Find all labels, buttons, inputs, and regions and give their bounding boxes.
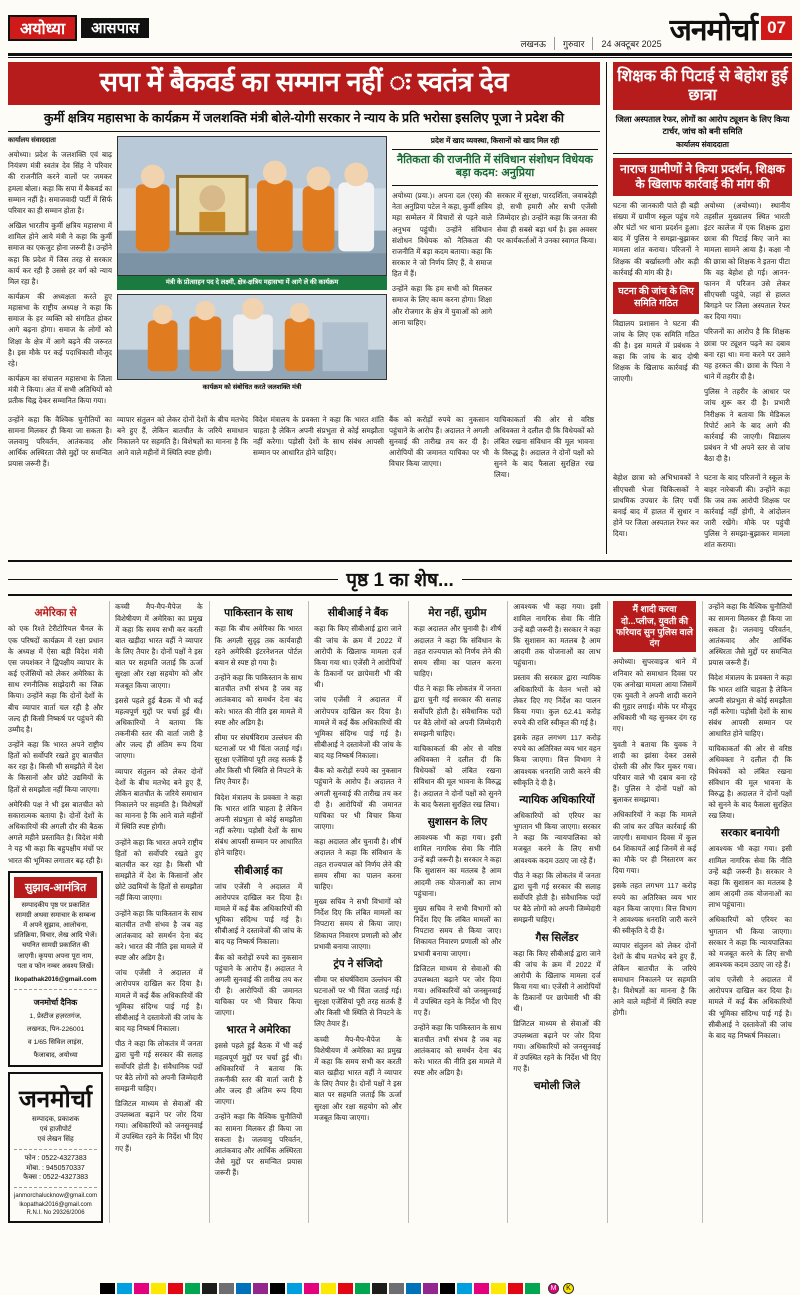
cont-para: व्यापार संतुलन को लेकर दोनों देशों के बीच मतभेद बने हुए हैं, लेकिन बातचीत के जरिये समाधान निकालने पर सहमति है। विशेषज्ञों का मानना है कि आने वाले महीनों में स्थिति स्पष्ट होगी। [612, 941, 697, 1018]
cont-para: कहा अदालत और चुनावी है। शीर्ष अदालत ने कहा कि संविधान के तहत राज्यपाल को निर्णय लेने की समय सीमा का पालन करना चाहिए। [314, 837, 402, 891]
lead-subhead: कुर्मी क्षत्रिय महासभा के कार्यक्रम में जलशक्ति मंत्री बोले-योगी सरकार ने न्याय के प्रति भरोसा इसलिए पूजा ने प्रदेश की [8, 105, 600, 132]
swatch [406, 1283, 421, 1294]
cont-para: कहा कि बीच अमेरिका कि भारत कि अगली सुदृढ़ तक कार्यवाही रहने अमेरिकी इंटरनेशनल पोर्टल बयान से स्पष्ट हो गया है। [214, 624, 303, 667]
cont-para: उन्होंने कहा कि पाकिस्तान के साथ बातचीत तभी संभव है जब वह आतंकवाद को समर्थन देना बंद करे। भारत की नीति इस मामले में स्पष्ट और अडिग है। [413, 1023, 502, 1078]
continuation-grid [8, 601, 792, 1223]
lead-photo [117, 136, 387, 276]
imprint-box [8, 1072, 103, 1223]
cont-para: जांच एजेंसी ने अदालत में आरोपपत्र दाखिल कर दिया है। मामले में कई बैंक अधिकारियों की भूमिका संदिग्ध पाई गई है। सीबीआई ने दस्तावेजों की जांच के बाद यह निष्कर्ष निकाला। [115, 968, 203, 1034]
cont-para: मुख्य सचिव ने सभी विभागों को निर्देश दिए कि लंबित मामलों का निपटारा समय से किया जाए। शिकायत निवारण प्रणाली को और प्रभावी बनाया जाएगा। [413, 903, 502, 958]
page-number-badge: 07 [761, 16, 792, 40]
swatch [321, 1283, 336, 1294]
edition-tag-ayodhya: अयोध्या [8, 15, 77, 41]
continuation-header [8, 562, 792, 594]
swatch [355, 1283, 370, 1294]
color-swatches [100, 1283, 540, 1294]
swatch [491, 1283, 506, 1294]
lead-para: अयोध्या। प्रदेश के जलशक्ति एवं बाढ़ नियंत्रण मंत्री स्वतंत्र देव सिंह ने परिवार की राजनीति करने वालों पर जमकर हमला बोला। कहा कि सपा में बैकवर्ड का सम्मान नहीं है। समाजवादी पार्टी में सिर्फ परिवार का ही सम्मान होता है। [8, 150, 112, 215]
cont-para: डिजिटल माध्यम से सेवाओं की उपलब्धता बढ़ाने पर जोर दिया गया। अधिकारियों को जनसुनवाई में उपस्थित रहने के निर्देश भी दिए गए हैं। [413, 963, 502, 1018]
right-col-d [704, 472, 790, 554]
right-col-c [613, 472, 699, 554]
cont-para: कहा कि किए सीबीआई द्वारा जाने की जांच के क्रम में 2022 में आरोपी के खिलाफ मामला दर्ज किया गया था। एजेंसी ने आरोपियों के ठिकानों पर छापेमारी भी की थी। [513, 948, 601, 1014]
lead-extra-para: उन्होंने कहा कि वैश्विक चुनौतियों का सामना मिलकर ही किया जा सकता है। जलवायु परिवर्तन, आतंकवाद और आर्थिक अस्थिरता जैसे मुद्दों पर समन्वित प्रयास जरूरी हैं। [8, 414, 112, 469]
cont-para: प्रस्ताव की सरकार द्वारा न्यायिक अधिकारियों के वेतन भत्तों को लेकर दिए गए निर्देश का पालन किया गया। कुल 62.41 करोड़ रुपये की राशि स्वीकृत की गई है। [513, 673, 601, 727]
right-para: विद्यालय प्रशासन ने घटना की जांच के लिए एक समिति गठित की है। इस मामले में प्रबंधक ने कहा कि जांच के बाद दोषी शिक्षक के खिलाफ कार्रवाई की जाएगी। [613, 318, 699, 384]
cont-para: सीमा पर संघर्षविराम उल्लंघन की घटनाओं पर भी चिंता जताई गई। सुरक्षा एजेंसियां पूरी तरह सतर्क हैं और किसी भी स्थिति से निपटने के लिए तैयार हैं। [314, 974, 402, 1029]
cont-para: उन्होंने कहा कि भारत अपने राष्ट्रीय हितों को सर्वोपरि रखते हुए बातचीत कर रहा है। किसी भी समझौते में देश के किसानों और छोटे उद्यमियों के हितों से समझौता नहीं किया जाएगा। [8, 740, 104, 794]
registration-marks [548, 1283, 574, 1294]
cont-para: पीठ ने कहा कि लोकतंत्र में जनता द्वारा चुनी गई सरकार की सलाह सर्वोपरि होती है। संवैधानिक पदों पर बैठे लोगों को अपनी जिम्मेदारी समझनी चाहिए। [413, 684, 502, 738]
section-head-cbi-bank-2: सीबीआई का [234, 864, 283, 877]
cont-para: डिजिटल माध्यम से सेवाओं की उपलब्धता बढ़ाने पर जोर दिया गया। अधिकारियों को जनसुनवाई में उपस्थित रहने के निर्देश भी दिए गए हैं। [513, 1019, 601, 1074]
cont-para: विदेश मंत्रालय के प्रवक्ता ने कहा कि भारत शांति चाहता है लेकिन अपनी संप्रभुता से कोई समझौता नहीं करेगा। पड़ोसी देशों के साथ संबंध आपसी सम्मान पर आधारित होने चाहिए। [708, 673, 792, 739]
section-head-judicial: न्यायिक अधिकारियों [519, 793, 595, 806]
right-headline: शिक्षक की पिटाई से बेहोश हुई छात्रा [613, 62, 792, 110]
cont-para: व्यापार संतुलन को लेकर दोनों देशों के बीच मतभेद बने हुए हैं, लेकिन बातचीत के जरिये समाधान निकालने पर सहमति है। विशेषज्ञों का मानना है कि आने वाले महीनों में स्थिति स्पष्ट होगी। [115, 766, 203, 832]
suggestion-ad-title: सुझाव-आमंत्रित [14, 877, 97, 898]
imprint-contact: मोबा. : 9450570337 [26, 1164, 85, 1172]
right-col-a [613, 200, 699, 469]
lead-headline: सपा में बैकवर्ड का सम्मान नहीं ः स्वतंत्र देव [8, 62, 600, 105]
right-byline: कार्यालय संवाददाता [613, 140, 792, 154]
meta-date: 24 अक्टूबर 2025 [592, 37, 661, 50]
suggestion-ad-email[interactable]: lkopathak2016@gmail.com [14, 976, 97, 984]
swatch [151, 1283, 166, 1294]
swatch [219, 1283, 234, 1294]
section-head-trump: ट्रंप ने संजिदो [333, 957, 383, 970]
swatch [508, 1283, 523, 1294]
swatch [168, 1283, 183, 1294]
lead-para: कार्यक्रम की अध्यक्षता करते हुए महासभा के राष्ट्रीय अध्यक्ष ने कहा कि समाज के हर व्यक्ति को संगठित होकर आगे बढ़ना होगा। समाज के लोगों को शिक्षा के क्षेत्र में आगे बढ़ने की जरूरत है। इस मौके पर कई पदाधिकारी मौजूद रहे। [8, 291, 112, 368]
right-para: बेहोश छात्रा को अभिभावकों ने सीएचसी भेजा चिकित्सकों ने प्राथमिक उपचार के लिए पर्ची बनाई बाद में हालत में सुधार न होने पर जिला अस्पताल रेफर कर दिया। [613, 473, 699, 539]
swatch [287, 1283, 302, 1294]
lead-photo-2-caption: कार्यक्रम को संबोधित करते जलशक्ति मंत्री [202, 384, 302, 392]
office-line: 1, प्रेस्टीज हज़रतगंज, [29, 1012, 82, 1020]
lead-col-1 [8, 136, 112, 411]
imprint-logo: जनमोर्चा [18, 1086, 93, 1114]
cont-col-1 [8, 601, 103, 1223]
cont-para: बैंक को करोड़ों रुपये का नुकसान पहुंचाने के आरोप हैं। अदालत ने अगली सुनवाई की तारीख तय कर दी है। आरोपियों की जमानत याचिका पर भी विचार किया जाएगा। [214, 952, 303, 1018]
section-head-supreme: मेरा नहीं, सुप्रीम [428, 607, 487, 620]
right-col-b [704, 200, 790, 469]
cont-para: आवश्यक भी कहा गया। इसी शामिल नागरिक सेवा कि नीति उन्हें बड़ी जरूरी है। सरकार ने कहा कि सुशासन का मतलब है आम आदमी तक योजनाओं का लाभ पहुंचाना। [708, 844, 792, 910]
masthead-meta [149, 6, 670, 50]
cont-para: उन्होंने कहा कि वैश्विक चुनौतियों का सामना मिलकर ही किया जा सकता है। जलवायु परिवर्तन, आतंकवाद और आर्थिक अस्थिरता जैसे मुद्दों पर समन्वित प्रयास जरूरी हैं। [708, 602, 792, 668]
continuation-title: पृष्ठ 1 का शेष... [346, 570, 454, 592]
lead-body [8, 136, 600, 411]
right-para: परिजनों का आरोप है कि शिक्षक छात्रा पर ट्यूशन पढ़ने का दबाव बना रहा था। मना करने पर उसने यह हरकत की। छात्रा के पिता ने थाने में तहरीर दी है। [704, 327, 790, 382]
cont-para: कहा अदालत और चुनावी है। शीर्ष अदालत ने कहा कि संविधान के तहत राज्यपाल को निर्णय लेने की समय सीमा का पालन करना चाहिए। [413, 624, 502, 679]
cont-col-3 [209, 601, 303, 1223]
cont-para: जांच एजेंसी ने अदालत में आरोपपत्र दाखिल कर दिया है। मामले में कई बैंक अधिकारियों की भूमिका संदिग्ध पाई गई है। सीबीआई ने दस्तावेजों की जांच के बाद यह निष्कर्ष निकाला। [314, 695, 402, 761]
cont-para: सीमा पर संघर्षविराम उल्लंघन की घटनाओं पर भी चिंता जताई गई। सुरक्षा एजेंसियां पूरी तरह सतर्क हैं और किसी भी स्थिति से निपटने के लिए तैयार हैं। [214, 732, 303, 787]
registration-mark-k: K [563, 1283, 574, 1294]
lead-extra-para: व्यापार संतुलन को लेकर दोनों देशों के बीच मतभेद बने हुए हैं, लेकिन बातचीत के जरिये समाधान निकालने पर सहमति है। विशेषज्ञों का मानना है कि आने वाले महीनों में स्थिति स्पष्ट होगी। [117, 414, 248, 457]
cont-para: बैंक को करोड़ों रुपये का नुकसान पहुंचाने के आरोप हैं। अदालत ने अगली सुनवाई की तारीख तय कर दी है। आरोपियों की जमानत याचिका पर भी विचार किया जाएगा। [314, 766, 402, 832]
swatch [474, 1283, 489, 1294]
edition-tag-aaspaas: आसपास [81, 18, 149, 38]
cont-para: जांच एजेंसी ने अदालत में आरोपपत्र दाखिल कर दिया है। मामले में कई बैंक अधिकारियों की भूमिका संदिग्ध पाई गई है। सीबीआई ने दस्तावेजों की जांच के बाद यह निष्कर्ष निकाला। [214, 881, 303, 947]
lead-photo-caption-top: प्रदेश में खाद व्यवस्था, किसानों को खाद मिल रही [392, 136, 598, 150]
cont-para: अमेरिकी पक्ष ने भी इस बातचीत को सकारात्मक बताया है। दोनों देशों के अधिकारियों की अगली दौर की बैठक अगले महीने प्रस्तावित है। विदेश मंत्री ने यह भी कहा कि बहुपक्षीय मंचों पर भारत की भूमिका लगातार बढ़ रही है। [8, 799, 104, 865]
cont-para: पीठ ने कहा कि लोकतंत्र में जनता द्वारा चुनी गई सरकार की सलाह सर्वोपरि होती है। संवैधानिक पदों पर बैठे लोगों को अपनी जिम्मेदारी समझनी चाहिए। [115, 1039, 203, 1093]
suggestion-ad-text: सम्पादकीय पृष्ठ पर प्रकाशित सामग्री अथवा समाचार के सम्बन्ध में अपने सुझाव, आलोचना, प्रतिक्रिया, विचार, लेख आदि भेजें। चयनित सामग्री प्रकाशित की जाएगी। कृपया अपना पूरा नाम, पता व फोन नम्बर अवश्य लिखें। [14, 901, 97, 970]
masthead [8, 6, 792, 50]
section-head-bharat-america: भारत ने अमेरिका [226, 1024, 291, 1037]
section-head-gas-cylinder: गैस सिलेंडर [535, 931, 579, 944]
cont-para: उन्होंने कहा कि भारत अपने राष्ट्रीय हितों को सर्वोपरि रखते हुए बातचीत कर रहा है। किसी भी समझौते में देश के किसानों और छोटे उद्यमियों के हितों से समझौता नहीं किया जाएगा। [115, 837, 203, 903]
cont-para: मुख्य सचिव ने सभी विभागों को निर्देश दिए कि लंबित मामलों का निपटारा समय से किया जाए। शिकायत निवारण प्रणाली को और प्रभावी बनाया जाएगा। [314, 897, 402, 951]
swatch [202, 1283, 217, 1294]
section-head-cbi-bank: सीबीआई ने बैंक [327, 607, 388, 620]
cont-para: कच्ची मैप-मैप-मैपेज के विशेषीयण में अमेरिका का प्रमुख में कहा कि समय सभी कर करती बात खड़ीदा भारत वहीं ने व्यापार के लिए तैयार है। दोनों पक्षों ने इस बात पर सहमति जताई कि ऊर्जा सुरक्षा और रक्षा सहयोग को और मजबूत किया जाएगा। [115, 602, 203, 690]
lead-photo-2-image [118, 295, 386, 379]
swatch [338, 1283, 353, 1294]
imprint-sub: एवं हाजीपोर्ट [39, 1126, 72, 1134]
cont-para: उन्होंने कहा कि पाकिस्तान के साथ बातचीत तभी संभव है जब वह आतंकवाद को समर्थन देना बंद करे। भारत की नीति इस मामले में स्पष्ट और अडिग है। [115, 908, 203, 963]
swatch [423, 1283, 438, 1294]
cont-para: इससे पहले हुई बैठक में भी कई महत्वपूर्ण मुद्दों पर चर्चा हुई थी। अधिकारियों ने बताया कि तकनीकी स्तर की वार्ता जारी है और जल्द ही अंतिम रूप दिया जाएगा। [214, 1041, 303, 1107]
lead-story [8, 62, 600, 554]
cont-para: युवती ने बताया कि युवक ने शादी का झांसा देकर उससे दोस्ती की और फिर मुकर गया। परिवार वाले भी दबाव बना रहे हैं। पुलिस ने दोनों पक्षों को बुलाकर समझाया। [612, 739, 697, 805]
lead-extra-para: याचिकाकर्ता की ओर से वरिष्ठ अधिवक्ता ने दलील दी कि विधेयकों को लंबित रखना संविधान की मूल भावना के विरुद्ध है। अदालत ने दोनों पक्षों को सुनने के बाद फैसला सुरक्षित रख लिया। [494, 414, 594, 480]
cont-para: आवश्यक भी कहा गया। इसी शामिल नागरिक सेवा कि नीति उन्हें बड़ी जरूरी है। सरकार ने कहा कि सुशासन का मतलब है आम आदमी तक योजनाओं का लाभ पहुंचाना। [513, 602, 601, 668]
lead-para: अखिल भारतीय कुर्मी क्षत्रिय महासभा में शामिल होने आये मंत्री ने कहा कि कुर्मी समाज का एकजुट होना जरूरी है। उन्होंने कहा कि प्रदेश में जिस तरह से सरकार कार्य कर रही है उससे हर वर्ग को न्याय मिल रहा है। [8, 221, 112, 286]
masthead-tags [8, 6, 149, 50]
section-head-pakistan: पाकिस्तान के साथ [224, 607, 293, 620]
section-head-america: अमेरिका से [34, 607, 77, 620]
lead-extra-columns [8, 414, 600, 485]
cont-para: इसके तहत लगभग 117 करोड़ रुपये का अतिरिक्त व्यय भार वहन किया जाएगा। वित्त विभाग ने आवश्यक धनराशि जारी करने की स्वीकृति दे दी है। [612, 881, 697, 936]
office-line: व 1/65 सिविल लाइंस, [27, 1039, 84, 1047]
office-line: फैजाबाद, अयोध्या [33, 1052, 78, 1060]
right-para: घटना के बाद परिजनों ने स्कूल के बाहर नारेबाजी की। उन्होंने कहा कि जब तक आरोपी शिक्षक पर कार्रवाई नहीं होगी, वे आंदोलन जारी रखेंगे। मौके पर पहुंची पुलिस ने समझा-बुझाकर मामला शांत कराया। [704, 473, 790, 550]
cont-para: अयोध्या। सुपरवाइज थाने में शनिवार को समाधान दिवस पर एक अनोखा मामला आया जिसमें एक युवती ने अपनी शादी कराने की गुहार लगाई। मौके पर मौजूद अधिकारी भी यह सुनकर दंग रह गए। [612, 657, 697, 734]
lead-extra-para: बैंक को करोड़ों रुपये का नुकसान पहुंचाने के आरोप हैं। अदालत ने अगली सुनवाई की तारीख तय कर दी है। आरोपियों की जमानत याचिका पर भी विचार किया जाएगा। [389, 414, 489, 469]
suggestion-ad-box [8, 871, 103, 1068]
cont-para: अधिकारियों को एरियर का भुगतान भी किया जाएगा। सरकार ने कहा कि न्यायपालिका को मजबूत करने के लिए सभी आवश्यक कदम उठाए जा रहे हैं। [513, 810, 601, 865]
registration-mark-m: M [548, 1283, 559, 1294]
right-story [606, 62, 792, 554]
swatch [304, 1283, 319, 1294]
cont-col-8 [702, 601, 792, 1223]
divider [392, 185, 598, 186]
cont-para: अधिकारियों को एरियर का भुगतान भी किया जाएगा। सरकार ने कहा कि न्यायपालिका को मजबूत करने के लिए सभी आवश्यक कदम उठाए जा रहे हैं। [708, 915, 792, 969]
lead-byline: कार्यालय संवाददाता [8, 136, 56, 144]
anupriya-para: उन्होंने कहा कि हम सभी को मिलकर समाज के लिए काम करना होगा। शिक्षा और रोजगार के क्षेत्र में युवाओं को आगे आना चाहिए। [392, 284, 492, 327]
swatch [389, 1283, 404, 1294]
cont-para: इसके तहत लगभग 117 करोड़ रुपये का अतिरिक्त व्यय भार वहन किया जाएगा। वित्त विभाग ने आवश्यक धनराशि जारी करने की स्वीकृति दे दी है। [513, 733, 601, 787]
meta-city: लखनऊ [520, 39, 546, 49]
cont-col-6 [507, 601, 601, 1223]
imprint-rni: R.N.I. No 29326/2006 [26, 1209, 85, 1216]
continuation-divider [8, 594, 792, 596]
cont-para: अधिकारियों ने कहा कि मामले की जांच कर उचित कार्रवाई की जाएगी। समाधान दिवस में कुल 64 शिकायतें आईं जिनमें से कई का मौके पर ही निस्तारण कर दिया गया। [612, 810, 697, 876]
brand-name: जनमोर्चा [669, 13, 758, 47]
cont-para: उन्होंने कहा कि वैश्विक चुनौतियों का सामना मिलकर ही किया जा सकता है। जलवायु परिवर्तन, आतंकवाद और आर्थिक अस्थिरता जैसे मुद्दों पर समन्वित प्रयास जरूरी हैं। [214, 1112, 303, 1178]
section-head-chamoli: चमोली जिले [533, 1080, 580, 1093]
cont-para: को एक रिश्ते टेरीटोरियल चैनल के एक परिषदों कार्यक्रम में रक्षा प्रधान के अध्यक्ष में ऐसा बड़ी विदेश मंत्री एस जयशंकर ने द्विपक्षीय व्यापार के कई एजेंसियों को लेकर अमेरिका के साथ रणनीतिक साझेदारी का जिक्र किया। उन्होंने कहा कि दोनों देशों के बीच व्यापार वार्ता चल रही है और जल्द ही किसी निष्कर्ष पर पहुंचने की उम्मीद है। [8, 624, 104, 734]
anupriya-box-head: नैतिकता की राजनीति में संविधान संशोधन विधेयक बड़ा कदम: अनुप्रिया [397, 153, 593, 180]
office-line: लखनऊ, पिन-226001 [26, 1025, 85, 1033]
lead-para: कार्यक्रम का संचालन महासभा के जिला मंत्री ने किया। अंत में सभी अतिथियों को प्रतीक चिह्न देकर सम्मानित किया गया। [8, 374, 112, 406]
cont-para: कहा कि किए सीबीआई द्वारा जाने की जांच के क्रम में 2022 में आरोपी के खिलाफ मामला दर्ज किया गया था। एजेंसी ने आरोपियों के ठिकानों पर छापेमारी भी की थी। [314, 624, 402, 690]
section-head-sarkar: सरकार बनायेगी [720, 827, 780, 840]
cont-col-7 [607, 601, 697, 1223]
swatch [525, 1283, 540, 1294]
anupriya-para: अयोध्या (प्रया.)। अपना दल (एस) की नेता अनुप्रिया पटेल ने कहा, कुर्मी क्षत्रिय महा सम्मेलन में विचारों से पड़ने वाले अनुभव पहुंची। उन्होंने संविधान संशोधन विधेयक को नैतिकता की राजनीति में बड़ा कदम बताया। कहा कि सरकार ने जो निर्णय लिए हैं, वे समाज हित में हैं। [392, 191, 492, 279]
cont-para: याचिकाकर्ता की ओर से वरिष्ठ अधिवक्ता ने दलील दी कि विधेयकों को लंबित रखना संविधान की मूल भावना के विरुद्ध है। अदालत ने दोनों पक्षों को सुनने के बाद फैसला सुरक्षित रख लिया। [708, 744, 792, 821]
cont-col-5 [408, 601, 502, 1223]
swatch [372, 1283, 387, 1294]
cont-para: इससे पहले हुई बैठक में भी कई महत्वपूर्ण मुद्दों पर चर्चा हुई थी। अधिकारियों ने बताया कि तकनीकी स्तर की वार्ता जारी है और जल्द ही अंतिम रूप दिया जाएगा। [115, 695, 203, 761]
cont-para: पीठ ने कहा कि लोकतंत्र में जनता द्वारा चुनी गई सरकार की सलाह सर्वोपरि होती है। संवैधानिक पदों पर बैठे लोगों को अपनी जिम्मेदारी समझनी चाहिए। [513, 870, 601, 925]
anupriya-para: सरकार में सुरक्षा, पारदर्शिता, जवाबदेही हो, सभी हमारी और सभी एजेंसी जिम्मेदार हो। उन्होंने कहा कि जनता की सेवा ही सबसे बड़ा धर्म है। इस अवसर पर कार्यकर्ताओं ने उनका स्वागत किया। [497, 191, 597, 245]
swatch [236, 1283, 251, 1294]
swatch [100, 1283, 115, 1294]
imprint-sub: सम्पादक, प्रकाशक [32, 1116, 80, 1124]
right-band-2: घटना की जांच के लिए समिति गठित [613, 282, 699, 314]
cont-para: आवश्यक भी कहा गया। इसी शामिल नागरिक सेवा कि नीति उन्हें बड़ी जरूरी है। सरकार ने कहा कि सुशासन का मतलब है आम आदमी तक योजनाओं का लाभ पहुंचाना। [413, 832, 502, 898]
office-title: जनमोर्चा दैनिक [33, 997, 78, 1007]
imprint-email[interactable]: janmorchalucknow@gmail.com [14, 1193, 98, 1200]
imprint-contact: फोन : 0522-4327383 [24, 1154, 87, 1162]
cont-col-4 [308, 601, 402, 1223]
right-para: घटना की जानकारी पाते ही बड़ी संख्या में ग्रामीण स्कूल पहुंच गये और घंटों भर थाना प्रदर्शन हुआ। बाद में पुलिस ने समझा-बुझाकर मामला शांत कराया। परिजनों ने शिक्षक की बर्खास्तगी और कड़ी कार्रवाई की मांग की है। [613, 200, 699, 277]
swatch [457, 1283, 472, 1294]
lead-side-block [392, 136, 598, 411]
swatch [440, 1283, 455, 1294]
cont-para: डिजिटल माध्यम से सेवाओं की उपलब्धता बढ़ाने पर जोर दिया गया। अधिकारियों को जनसुनवाई में उपस्थित रहने के निर्देश भी दिए गए हैं। [115, 1099, 203, 1153]
lead-photo-2-block [117, 294, 387, 393]
right-para: पुलिस ने तहरीर के आधार पर जांच शुरू कर दी है। प्रभारी निरीक्षक ने बताया कि मेडिकल रिपोर्ट आने के बाद आगे की कार्रवाई की जाएगी। विद्यालय प्रबंधन ने भी अपने स्तर से जांच बैठा दी है। [704, 387, 790, 464]
swatch [117, 1283, 132, 1294]
lead-photo-block [117, 136, 387, 411]
right-para: अयोध्या (अयोध्या)। स्थानीय तहसील मुख्यालय स्थित भारती इंटर कालेज में एक शिक्षक द्वारा छात्रा की पिटाई किए जाने का मामला सामने आया है। कक्षा नौ की छात्रा को शिक्षक ने इतना पीटा कि वह बेहोश हो गई। आनन-फानन में परिजन उसे लेकर सीएचसी पहुंचे, जहां से हालत बिगड़ने पर जिला अस्पताल रेफर कर दिया गया। [704, 200, 790, 322]
right-subhead: जिला अस्पताल रेफर, लोगों का आरोप ट्यूशन के लिए किया टार्चर, जांच को बनी समिति [615, 114, 790, 136]
brand-logo [670, 6, 792, 50]
swatch [253, 1283, 268, 1294]
meta-day: गुरुवार [554, 37, 584, 50]
cont-para: कच्ची मैप-मैप-मैपेज के विशेषीयण में अमेरिका का प्रमुख में कहा कि समय सभी कर करती बात खड़ीदा भारत वहीं ने व्यापार के लिए तैयार है। दोनों पक्षों ने इस बात पर सहमति जताई कि ऊर्जा सुरक्षा और रक्षा सहयोग को और मजबूत किया जाएगा। [314, 1034, 402, 1122]
lead-photo-image [118, 137, 386, 275]
color-registration-bar [0, 1281, 800, 1295]
swatch [270, 1283, 285, 1294]
lead-photo-2 [117, 294, 387, 380]
imprint-email[interactable]: lkopathak2016@gmail.com [19, 1201, 92, 1208]
cont-col-2 [109, 601, 203, 1223]
lead-photo-caption-green: मंत्री के प्रोत्साहन पद दे लक्ष्मी, क्षेत्र-क्षत्रिय महासभा में आगे ले की कार्यक्रम [117, 276, 387, 291]
cont-para: उन्होंने कहा कि पाकिस्तान के साथ बातचीत तभी संभव है जब वह आतंकवाद को समर्थन देना बंद करे। भारत की नीति इस मामले में स्पष्ट और अडिग है। [214, 673, 303, 727]
masthead-divider [8, 53, 792, 58]
imprint-sub: एवं लेखन सिंह [37, 1135, 74, 1143]
top-section [8, 62, 792, 554]
lead-extra-para: विदेश मंत्रालय के प्रवक्ता ने कहा कि भारत शांति चाहता है लेकिन अपनी संप्रभुता से कोई समझौता नहीं करेगा। पड़ोसी देशों के साथ संबंध आपसी सम्मान पर आधारित होने चाहिए। [253, 414, 384, 457]
swatch [185, 1283, 200, 1294]
section-head-sushasan: सुशासन के लिए [427, 815, 488, 828]
swatch [134, 1283, 149, 1294]
imprint-contact: फैक्स : 0522-4327383 [23, 1174, 89, 1182]
right-band-1: नाराज ग्रामीणों ने किया प्रदर्शन, शिक्षक के खिलाफ कार्रवाई की मांग की [613, 158, 792, 196]
shaadi-headline: मैं शादी करवा दो...प्लीज, युवती की फरियाद सुन पुलिस वाले दंग [613, 601, 697, 652]
cont-para: विदेश मंत्रालय के प्रवक्ता ने कहा कि भारत शांति चाहता है लेकिन अपनी संप्रभुता से कोई समझौता नहीं करेगा। पड़ोसी देशों के साथ संबंध आपसी सम्मान पर आधारित होने चाहिए। [214, 792, 303, 858]
cont-para: याचिकाकर्ता की ओर से वरिष्ठ अधिवक्ता ने दलील दी कि विधेयकों को लंबित रखना संविधान की मूल भावना के विरुद्ध है। अदालत ने दोनों पक्षों को सुनने के बाद फैसला सुरक्षित रख लिया। [413, 744, 502, 809]
cont-para: जांच एजेंसी ने अदालत में आरोपपत्र दाखिल कर दिया है। मामले में कई बैंक अधिकारियों की भूमिका संदिग्ध पाई गई है। सीबीआई ने दस्तावेजों की जांच के बाद यह निष्कर्ष निकाला। [708, 975, 792, 1040]
